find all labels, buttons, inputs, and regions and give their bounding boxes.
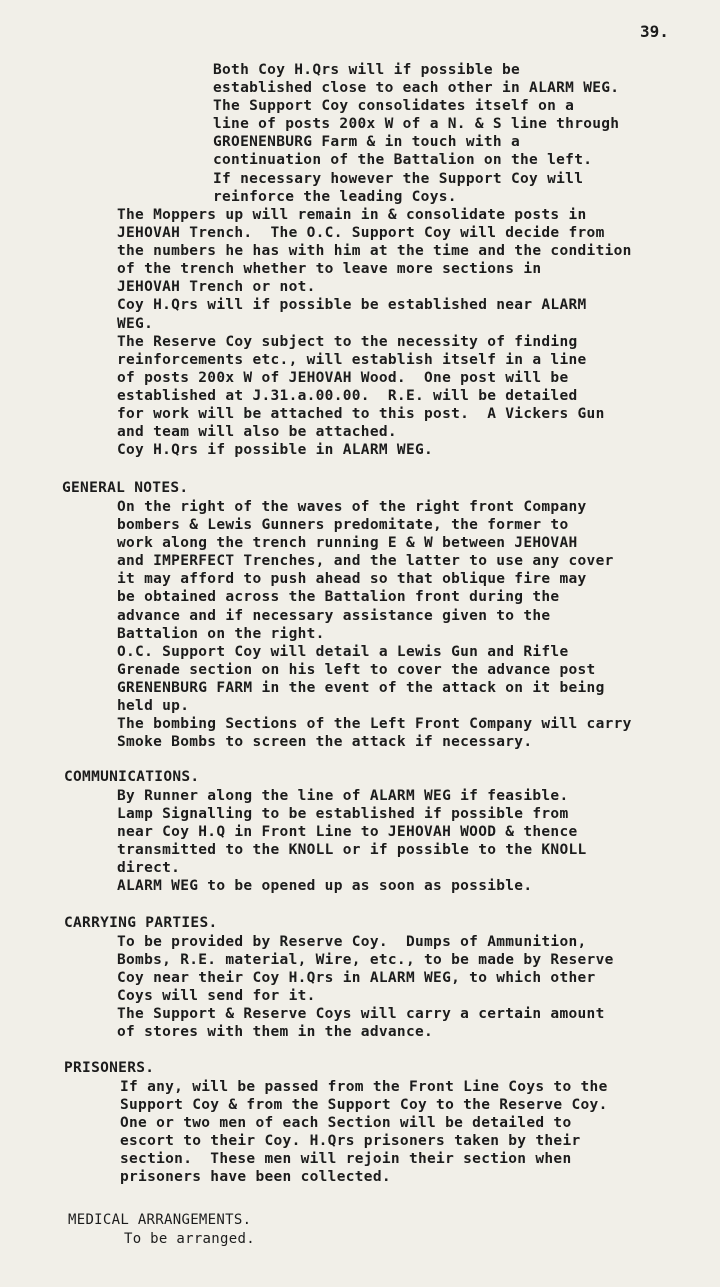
text-line: To be provided by Reserve Coy. Dumps of Ammunition, [117, 934, 587, 950]
prisoners-heading: PRISONERS. [64, 1060, 155, 1076]
text-line: established at J.31.a.00.00. R.E. will be detailed [117, 387, 578, 404]
text-line: continuation of the Battalion on the left. [213, 152, 593, 169]
text-line: work along the trench running E & W between JEHOVAH [117, 535, 578, 552]
text-line: GROENENBURG Farm & in touch with a [213, 134, 521, 151]
carrying-parties-paragraph [117, 933, 614, 1042]
text-line: The bombing Sections of the Left Front Company will carry [117, 716, 632, 733]
general-notes-heading: GENERAL NOTES. [62, 480, 189, 496]
text-line: WEG. [117, 315, 154, 332]
text-line: Lamp Signalling to be established if possible from [117, 806, 569, 823]
text-line: Coy H.Qrs if possible in ALARM WEG. [117, 442, 434, 459]
text-line: established close to each other in ALARM WEG. [213, 80, 620, 97]
communications-paragraph [117, 787, 587, 896]
text-line: of the trench whether to leave more sections in [117, 261, 542, 278]
medical-heading: MEDICAL ARRANGEMENTS. [68, 1212, 252, 1228]
text-line: Support Coy & from the Support Coy to the Reserve Coy. [120, 1097, 608, 1114]
text-line: advance and if necessary assistance given to the [117, 607, 551, 624]
text-line: be obtained across the Battalion front during the [117, 589, 560, 606]
text-line: section. These men will rejoin their section when [120, 1151, 572, 1168]
text-line: Coy H.Qrs will if possible be established near ALARM [117, 297, 587, 314]
text-line: the numbers he has with him at the time and the condition [117, 243, 632, 260]
text-line: reinforce the leading Coys. [213, 188, 457, 205]
text-line: held up. [117, 698, 190, 715]
text-line: Battalion on the right. [117, 625, 325, 642]
text-line: ALARM WEG to be opened up as soon as possible. [117, 878, 533, 895]
text-line: reinforcements etc., will establish itself in a line [117, 351, 587, 368]
text-line: The Support Coy consolidates itself on a [213, 98, 575, 115]
text-line: Bombs, R.E. material, Wire, etc., to be made by Reserve [117, 952, 614, 969]
communications-heading: COMMUNICATIONS. [64, 769, 200, 785]
text-line: for work will be attached to this post. A Vickers Gun [117, 406, 605, 423]
text-line: near Coy H.Q in Front Line to JEHOVAH WOOD & thence [117, 824, 578, 841]
text-line: of posts 200x W of JEHOVAH Wood. One post will be [117, 369, 569, 386]
text-line: it may afford to push ahead so that oblique fire may [117, 571, 587, 588]
text-line: O.C. Support Coy will detail a Lewis Gun and Rifle [117, 643, 569, 660]
prisoners-paragraph [120, 1078, 608, 1187]
text-line: Grenade section on his left to cover the advance post [117, 661, 596, 678]
text-line: escort to their Coy. H.Qrs prisoners taken by their [120, 1133, 581, 1150]
general-notes-paragraph [117, 498, 632, 751]
medical-paragraph [124, 1230, 255, 1248]
text-line: If any, will be passed from the Front Line Coys to the [120, 1079, 608, 1095]
page-number: 39. [640, 22, 669, 41]
text-line: Both Coy H.Qrs will if possible be [213, 62, 521, 78]
text-line: By Runner along the line of ALARM WEG if feasible. [117, 788, 569, 804]
text-line: If necessary however the Support Coy will [213, 170, 584, 187]
text-line: direct. [117, 860, 181, 877]
text-line: prisoners have been collected. [120, 1169, 391, 1186]
text-line: JEHOVAH Trench or not. [117, 279, 316, 296]
text-line: Smoke Bombs to screen the attack if necessary. [117, 734, 533, 751]
text-line: transmitted to the KNOLL or if possible to the KNOLL [117, 842, 587, 859]
text-line: One or two men of each Section will be detailed to [120, 1115, 572, 1132]
text-line: The Reserve Coy subject to the necessity of finding [117, 333, 578, 350]
text-line: JEHOVAH Trench. The O.C. Support Coy will decide from [117, 225, 605, 242]
text-line: line of posts 200x W of a N. & S line through [213, 116, 620, 133]
carrying-parties-heading: CARRYING PARTIES. [64, 915, 218, 931]
moppers-paragraph [117, 206, 632, 459]
text-line: and IMPERFECT Trenches, and the latter to use any cover [117, 553, 614, 570]
text-line: Coy near their Coy H.Qrs in ALARM WEG, to which other [117, 970, 596, 987]
text-line: The Moppers up will remain in & consolidate posts in [117, 207, 587, 223]
text-line: Coys will send for it. [117, 988, 316, 1005]
text-line: To be arranged. [124, 1231, 255, 1247]
text-line: bombers & Lewis Gunners predomitate, the former to [117, 517, 569, 534]
text-line: of stores with them in the advance. [117, 1024, 434, 1041]
text-line: and team will also be attached. [117, 424, 397, 441]
support-coy-paragraph [213, 61, 619, 206]
text-line: On the right of the waves of the right front Company [117, 499, 587, 515]
text-line: GRENENBURG FARM in the event of the attack on it being [117, 679, 605, 696]
text-line: The Support & Reserve Coys will carry a certain amount [117, 1006, 605, 1023]
